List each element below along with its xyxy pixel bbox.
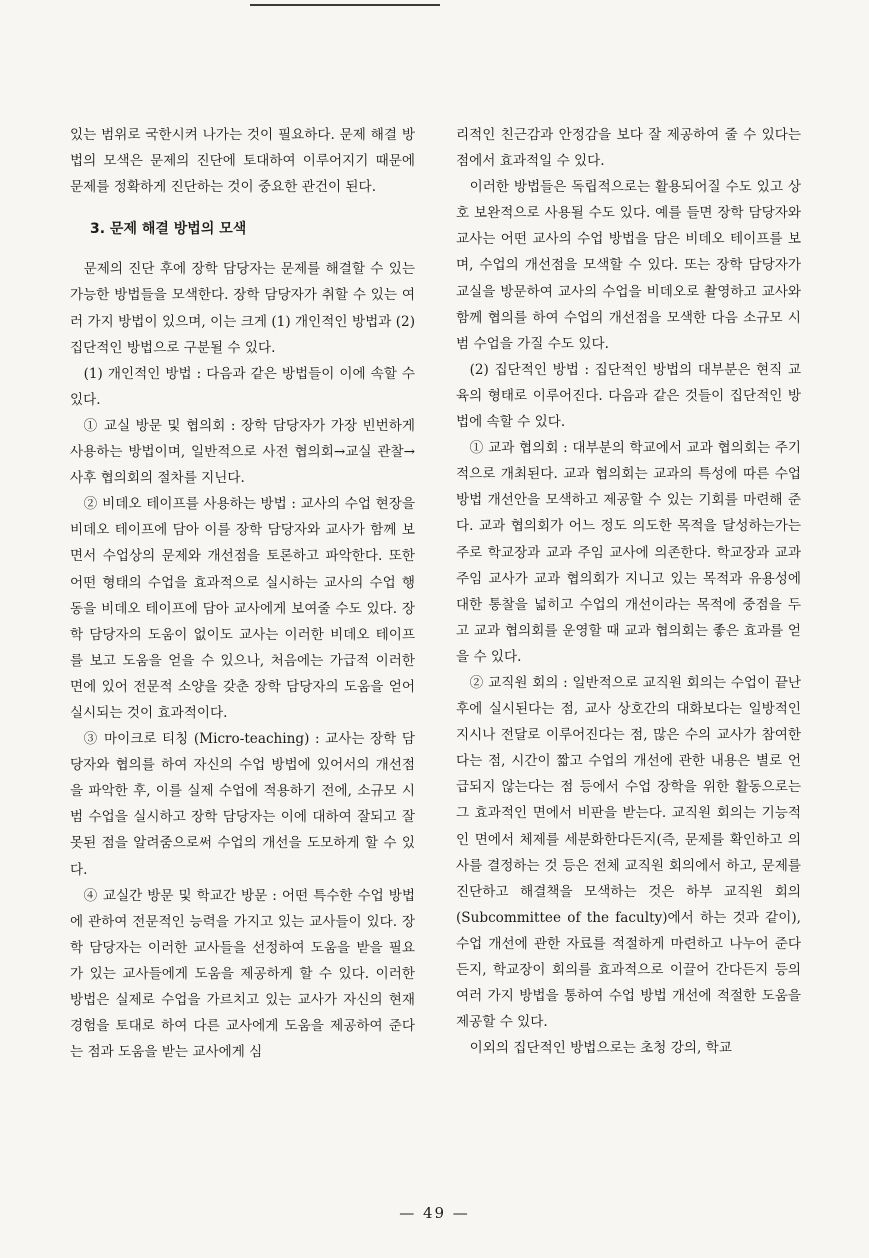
- paragraph-micro-teaching: ③ 마이크로 티칭 (Micro-teaching) : 교사는 장학 담당자와 협의를 하여 자신의 수업 방법에 있어서의 개선점을 파악한 후, 이를 실제 수업에 적용하기 전에, 소규모 시범 수업을 실시하고 장학 담당자는 이에 대하여 잘되고 잘못된 점을 알려줌으로써 수업의 개선을 도모하게 할 수 있다.: [70, 731, 415, 878]
- paragraph-staff-meeting: ② 교직원 회의 : 일반적으로 교직원 회의는 수업이 끝난 후에 실시된다는 점, 교사 상호간의 대화보다는 일방적인 지시나 전달로 이루어진다는 점, 많은 수의 교사가 참여한다는 점, 시간이 짧고 수업의 개선에 관한 내용은 별로 언급되지 않는다는 점 등에서 수업 장학을 위한 활동으로는 그 효과적인 면에서 비판을 받는다. 교직원 회의는 기능적인 면에서 체제를 세분화한다든지(즉, 문제를 확인하고 의사를 결정하는 것 등은 전체 교직원 회의에서 하고, 문제를 진단하고 해결책을 모색하는 것은 하부 교직원 회의 (Subcommittee of the faculty)에서 하는 것과 같이), 수업 개선에 관한 자료를 적절하게 마련하고 나누어 준다든지, 학교장이 회의를 효과적으로 이끌어 간다든지 등의 여러 가지 방법을 통하여 수업 방법 개선에 적절한 도움을 제공할 수 있다.: [456, 674, 801, 1031]
- paragraph-inter-class-visit: ④ 교실간 방문 및 학교간 방문 : 어떤 특수한 수업 방법에 관하여 전문적인 능력을 가지고 있는 교사들이 있다. 장학 담당자는 이러한 교사들을 선정하여 도움을 받을 필요가 있는 교사들에게 도움을 제공하게 할 수 있다. 이러한 방법은 실제로 수업을 가르치고 있는 교사가 자신의 현재 경험을 토대로 하여 다른 교사에게 도움을 제공하여 준다는 점과 도움을 받는 교사에게 심: [70, 887, 415, 1061]
- page-number: — 49 —: [399, 1204, 470, 1222]
- paragraph-combined-methods: 이러한 방법들은 독립적으로는 활용되어질 수도 있고 상호 보완적으로 사용될 수도 있다. 예를 들면 장학 담당자와 교사는 어떤 교사의 수업 방법을 담은 비데오 테이프를 보며, 수업의 개선점을 모색할 수 있다. 또는 장학 담당자가 교실을 방문하여 교사의 수업을 비데오로 촬영하고 교사와 함께 협의를 하여 수업의 개선점을 모색한 다음 소규모 시범 수업을 가질 수도 있다.: [456, 179, 801, 352]
- paragraph-video-tape: ② 비데오 테이프를 사용하는 방법 : 교사의 수업 현장을 비데오 테이프에 담아 이를 장학 담당자와 교사가 함께 보면서 수업상의 문제와 개선점을 토론하고 파악한다. 또한 어떤 형태의 수업을 효과적으로 실시하는 교사의 수업 행동을 비데오 테이프에 담아 교사에게 보여줄 수도 있다. 장학 담당자의 도움이 없이도 교사는 이러한 비데오 테이프를 보고 도움을 얻을 수 있으나, 처음에는 가급적 이러한 면에 있어 전문적 소양을 갖춘 장학 담당자의 도움을 얻어 실시되는 것이 효과적이다.: [70, 496, 415, 721]
- left-column: [70, 122, 415, 1065]
- paragraph-individual-methods: (1) 개인적인 방법 : 다음과 같은 방법들이 이에 속할 수 있다.: [70, 365, 415, 408]
- paragraph-intro: 문제의 진단 후에 장학 담당자는 문제를 해결할 수 있는 가능한 방법들을 모색한다. 장학 담당자가 취할 수 있는 여러 가지 방법이 있으며, 이는 크게 (1) 개인적인 방법과 (2) 집단적인 방법으로 구분될 수 있다.: [70, 261, 415, 356]
- paragraph-continuation: 있는 범위로 국한시켜 나가는 것이 필요하다. 문제 해결 방법의 모색은 문제의 진단에 토대하여 이루어지기 때문에 문제를 정확하게 진단하는 것이 중요한 관건이 된다.: [70, 127, 415, 196]
- top-rule: [250, 4, 440, 6]
- paragraph-continuation: 리적인 친근감과 안정감을 보다 잘 제공하여 줄 수 있다는 점에서 효과적일 수 있다.: [456, 127, 801, 170]
- right-column: [456, 122, 801, 1061]
- paragraph-other-group-methods: 이외의 집단적인 방법으로는 초청 강의, 학교: [469, 1040, 732, 1057]
- paragraph-subject-council: ① 교과 협의회 : 대부분의 학교에서 교과 협의회는 주기적으로 개최된다. 교과 협의회는 교과의 특성에 따른 수업 방법 개선안을 모색하고 제공할 수 있는 기회를 마련해 준다. 교과 협의회가 어느 정도 의도한 목적을 달성하는가는 주로 학교장과 교과 주임 교사에 의존한다. 학교장과 교과 주임 교사가 교과 협의회가 지니고 있는 목적과 유용성에 대한 통찰을 넓히고 수업의 개선이라는 목적에 중점을 두고 교과 협의회를 운영할 때 교과 협의회는 좋은 효과를 얻을 수 있다.: [456, 440, 801, 665]
- section-heading: 3. 문제 해결 방법의 모색: [90, 221, 247, 238]
- paragraph-group-methods: (2) 집단적인 방법 : 집단적인 방법의 대부분은 현직 교육의 형태로 이루어진다. 다음과 같은 것들이 집단적인 방법에 속할 수 있다.: [456, 361, 801, 431]
- paragraph-classroom-visit: ① 교실 방문 및 협의회 : 장학 담당자가 가장 빈번하게 사용하는 방법이며, 일반적으로 사전 협의회→교실 관찰→사후 협의회의 절차를 지닌다.: [70, 417, 415, 487]
